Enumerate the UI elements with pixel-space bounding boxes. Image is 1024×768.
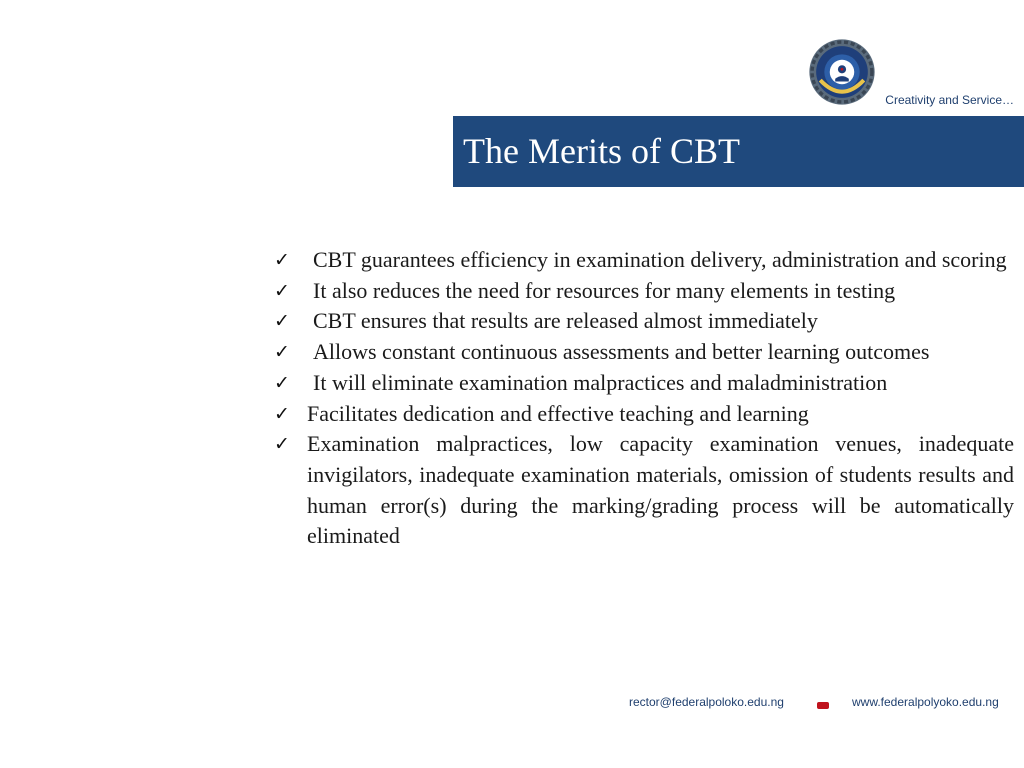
list-item-text: Facilitates dedication and effective teaching and learning <box>307 400 809 426</box>
footer-email-link[interactable]: rector@federalpoloko.edu.ng <box>629 695 784 709</box>
list-item-text: Examination malpractices, low capacity examination venues, inadequate invigilators, inadequate examination materials, omission of students results and human error(s) during the marking/grading process will be automatically eliminated <box>307 431 1014 549</box>
footer-separator <box>817 702 829 709</box>
list-item-text: It also reduces the need for resources for many elements in testing <box>313 277 896 303</box>
slide-title: The Merits of CBT <box>463 131 740 171</box>
list-item <box>272 429 1014 552</box>
footer-website-link[interactable]: www.federalpolyoko.edu.ng <box>852 695 999 709</box>
check-icon: ✓ <box>274 433 290 456</box>
check-icon: ✓ <box>274 279 290 302</box>
list-item <box>272 245 1014 276</box>
polytechnic-seal-logo <box>808 38 876 106</box>
check-icon: ✓ <box>274 249 290 271</box>
list-item-text: CBT guarantees efficiency in examination delivery, administration and scoring <box>313 247 1007 272</box>
tagline: Creativity and Service… <box>885 93 1014 107</box>
check-icon: ✓ <box>274 371 290 394</box>
title-bar <box>453 116 1024 187</box>
list-item <box>272 276 1014 307</box>
check-icon: ✓ <box>274 310 290 333</box>
check-icon: ✓ <box>274 341 290 364</box>
list-item <box>272 306 1014 337</box>
list-item-text: It will eliminate examination malpractices and maladministration <box>313 369 888 395</box>
list-item <box>272 337 1014 368</box>
list-item-text: Allows constant continuous assessments and better learning outcomes <box>313 339 930 365</box>
check-icon: ✓ <box>274 402 290 425</box>
list-item <box>272 399 1014 430</box>
list-item-text: CBT ensures that results are released almost immediately <box>313 308 818 334</box>
list-item <box>272 368 1014 399</box>
merits-list <box>272 245 1014 552</box>
